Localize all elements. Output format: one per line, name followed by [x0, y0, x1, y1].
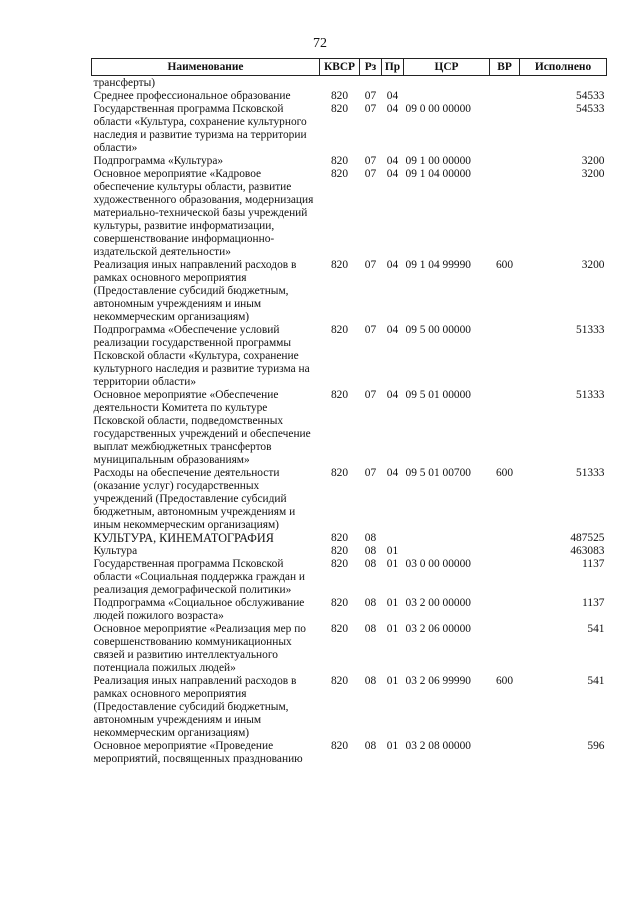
row-rz-cell: 07 [364, 90, 377, 102]
row-rz-cell: 08 [364, 675, 377, 687]
row-kvsr-cell: 820 [330, 740, 349, 752]
row-rz-cell: 07 [364, 103, 377, 115]
row-pr-cell: 04 [386, 467, 399, 479]
row-pr-cell: 04 [386, 168, 399, 180]
row-kvsr-cell: 820 [330, 558, 349, 570]
row-rz-cell [360, 76, 382, 91]
row-pr-cell: 01 [386, 675, 399, 687]
row-csr-cell: 03 2 06 00000 [405, 623, 471, 635]
table-row [92, 90, 607, 103]
row-csr-cell [404, 532, 490, 545]
row-vr-cell [490, 545, 520, 558]
row-pr-cell: 01 [386, 597, 399, 609]
table-row [92, 675, 607, 740]
row-rz-cell: 07 [364, 168, 377, 180]
row-pr-cell: 01 [386, 740, 399, 752]
column-header-rz: Рз [360, 59, 382, 76]
row-amount-cell: 541 [587, 675, 605, 687]
row-pr-cell: 04 [386, 389, 399, 401]
table-row [92, 259, 607, 324]
row-csr-cell: 03 2 06 99990 [405, 675, 471, 687]
row-csr-cell: 09 0 00 00000 [405, 103, 471, 115]
row-name-cell: Реализация иных направлений расходов в рамках основного мероприятия (Предоставление субсидий бюджетным, автономным учреждениям и иным некоммерческим организациям) [93, 259, 297, 323]
row-pr-cell: 04 [386, 259, 399, 271]
row-amount-cell: 487525 [570, 532, 605, 544]
row-kvsr-cell: 820 [330, 259, 349, 271]
table-body [92, 76, 607, 767]
row-name-cell: Государственная программа Псковской области «Культура, сохранение культурного наследия и развитие туризма на территории области» [93, 103, 307, 154]
table-row [92, 103, 607, 155]
row-vr-cell [490, 558, 520, 597]
row-rz-cell: 07 [364, 389, 377, 401]
column-header-name: Наименование [92, 59, 320, 76]
row-name-cell: Подпрограмма «Обеспечение условий реализации государственной программы Псковской области «Культура, сохранение культурного наследия и развитие туризма на территории области» [93, 324, 310, 388]
row-pr-cell: 04 [386, 90, 399, 102]
table-row [92, 76, 607, 91]
row-csr-cell: 03 2 00 00000 [405, 597, 471, 609]
row-kvsr-cell: 820 [330, 545, 349, 557]
table-row [92, 558, 607, 597]
row-amount-cell: 463083 [570, 545, 605, 557]
row-name-cell: Культура [93, 545, 138, 557]
row-vr-cell [490, 155, 520, 168]
row-kvsr-cell: 820 [330, 623, 349, 635]
row-rz-cell: 08 [364, 623, 377, 635]
table-row [92, 623, 607, 675]
row-pr-cell: 01 [386, 558, 399, 570]
row-csr-cell: 03 2 08 00000 [405, 740, 471, 752]
row-name-cell: КУЛЬТУРА, КИНЕМАТОГРАФИЯ [93, 531, 274, 545]
row-csr-cell: 09 5 00 00000 [405, 324, 471, 336]
table-row [92, 168, 607, 259]
column-header-pr: Пр [382, 59, 404, 76]
row-vr-cell [490, 168, 520, 259]
row-amount-cell: 1137 [582, 558, 605, 570]
row-csr-cell [404, 76, 490, 91]
row-name-cell: Основное мероприятие «Проведение мероприятий, посвященных празднованию [93, 740, 303, 765]
row-vr-cell: 600 [495, 467, 514, 479]
row-name-cell: Основное мероприятие «Обеспечение деятельности Комитета по культуре Псковской области, подведомственных государственных учреждений и обеспечение выплат межбюджетных трансфертов муниципальным образованиям» [93, 389, 311, 466]
row-pr-cell: 01 [386, 545, 399, 557]
row-csr-cell: 09 5 01 00000 [405, 389, 471, 401]
row-vr-cell [490, 76, 520, 91]
row-pr-cell: 04 [386, 324, 399, 336]
row-name-cell: Среднее профессиональное образование [93, 90, 291, 102]
row-kvsr-cell: 820 [330, 168, 349, 180]
row-pr-cell: 04 [386, 103, 399, 115]
row-vr-cell [490, 90, 520, 103]
row-vr-cell [490, 324, 520, 389]
row-rz-cell: 08 [364, 740, 377, 752]
row-kvsr-cell: 820 [330, 155, 349, 167]
row-pr-cell: 04 [386, 155, 399, 167]
row-vr-cell [490, 740, 520, 766]
table-row [92, 467, 607, 532]
row-pr-cell [382, 532, 404, 545]
table-row [92, 389, 607, 467]
row-rz-cell: 08 [364, 558, 377, 570]
row-rz-cell: 08 [364, 532, 377, 544]
row-rz-cell: 07 [364, 324, 377, 336]
row-name-cell: Подпрограмма «Культура» [93, 155, 224, 167]
row-rz-cell: 08 [364, 545, 377, 557]
row-amount-cell: 54533 [576, 90, 605, 102]
row-pr-cell [382, 76, 404, 91]
row-rz-cell: 08 [364, 597, 377, 609]
row-name-cell: Реализация иных направлений расходов в рамках основного мероприятия (Предоставление субсидий бюджетным, автономным учреждениям и иным некоммерческим организациям) [93, 675, 297, 739]
row-kvsr-cell: 820 [330, 597, 349, 609]
row-amount-cell: 51333 [576, 389, 605, 401]
row-rz-cell: 07 [364, 467, 377, 479]
row-vr-cell [490, 532, 520, 545]
budget-table [91, 58, 607, 766]
row-kvsr-cell: 820 [330, 90, 349, 102]
row-vr-cell [490, 389, 520, 467]
table-row [92, 597, 607, 623]
row-kvsr-cell: 820 [330, 467, 349, 479]
row-pr-cell: 01 [386, 623, 399, 635]
table-row [92, 532, 607, 545]
column-header-vr: ВР [490, 59, 520, 76]
row-name-cell: Основное мероприятие «Кадровое обеспечение культуры области, развитие художественного образования, модернизация материально-технической базы учреждений культуры, развитие информатизации, совершенствование информационно-издательской деятельности» [93, 168, 314, 258]
row-vr-cell: 600 [495, 259, 514, 271]
row-csr-cell: 09 1 00 00000 [405, 155, 471, 167]
row-kvsr-cell: 820 [330, 389, 349, 401]
row-amount-cell: 1137 [582, 597, 605, 609]
row-kvsr-cell: 820 [330, 324, 349, 336]
table-row [92, 155, 607, 168]
row-kvsr-cell: 820 [330, 675, 349, 687]
row-kvsr-cell: 820 [330, 532, 349, 544]
row-vr-cell [490, 597, 520, 623]
row-rz-cell: 07 [364, 155, 377, 167]
row-name-cell: трансферты) [93, 77, 156, 89]
row-amount-cell [520, 76, 607, 91]
row-name-cell: Подпрограмма «Социальное обслуживание людей пожилого возраста» [93, 597, 305, 622]
row-csr-cell: 09 5 01 00700 [405, 467, 471, 479]
table-row [92, 545, 607, 558]
column-header-kvsr: КВСР [320, 59, 360, 76]
column-header-amount: Исполнено [520, 59, 607, 76]
row-vr-cell [490, 623, 520, 675]
table-row [92, 740, 607, 766]
row-name-cell: Расходы на обеспечение деятельности (оказание услуг) государственных учреждений (Предоставление субсидий бюджетным, автономным учреждениям и иным некоммерческим организациям) [93, 467, 296, 531]
row-rz-cell: 07 [364, 259, 377, 271]
row-amount-cell: 541 [587, 623, 605, 635]
row-csr-cell: 09 1 04 99990 [405, 259, 471, 271]
row-csr-cell [404, 90, 490, 103]
row-kvsr-cell: 820 [330, 103, 349, 115]
row-csr-cell: 03 0 00 00000 [405, 558, 471, 570]
row-amount-cell: 3200 [581, 168, 605, 180]
column-header-csr: ЦСР [404, 59, 490, 76]
row-name-cell: Основное мероприятие «Реализация мер по совершенствованию коммуникационных связей и развитию интеллектуального потенциала пожилых людей» [93, 623, 306, 674]
row-amount-cell: 3200 [581, 155, 605, 167]
row-amount-cell: 51333 [576, 324, 605, 336]
row-amount-cell: 51333 [576, 467, 605, 479]
row-amount-cell: 3200 [581, 259, 605, 271]
row-csr-cell [404, 545, 490, 558]
row-amount-cell: 54533 [576, 103, 605, 115]
row-amount-cell: 596 [587, 740, 605, 752]
table-header-row [92, 59, 607, 76]
row-csr-cell: 09 1 04 00000 [405, 168, 471, 180]
row-name-cell: Государственная программа Псковской области «Социальная поддержка граждан и реализация демографической политики» [93, 558, 305, 596]
row-vr-cell [490, 103, 520, 155]
table-row [92, 324, 607, 389]
row-kvsr-cell [320, 76, 360, 91]
row-vr-cell: 600 [495, 675, 514, 687]
page-number: 72 [313, 36, 327, 51]
